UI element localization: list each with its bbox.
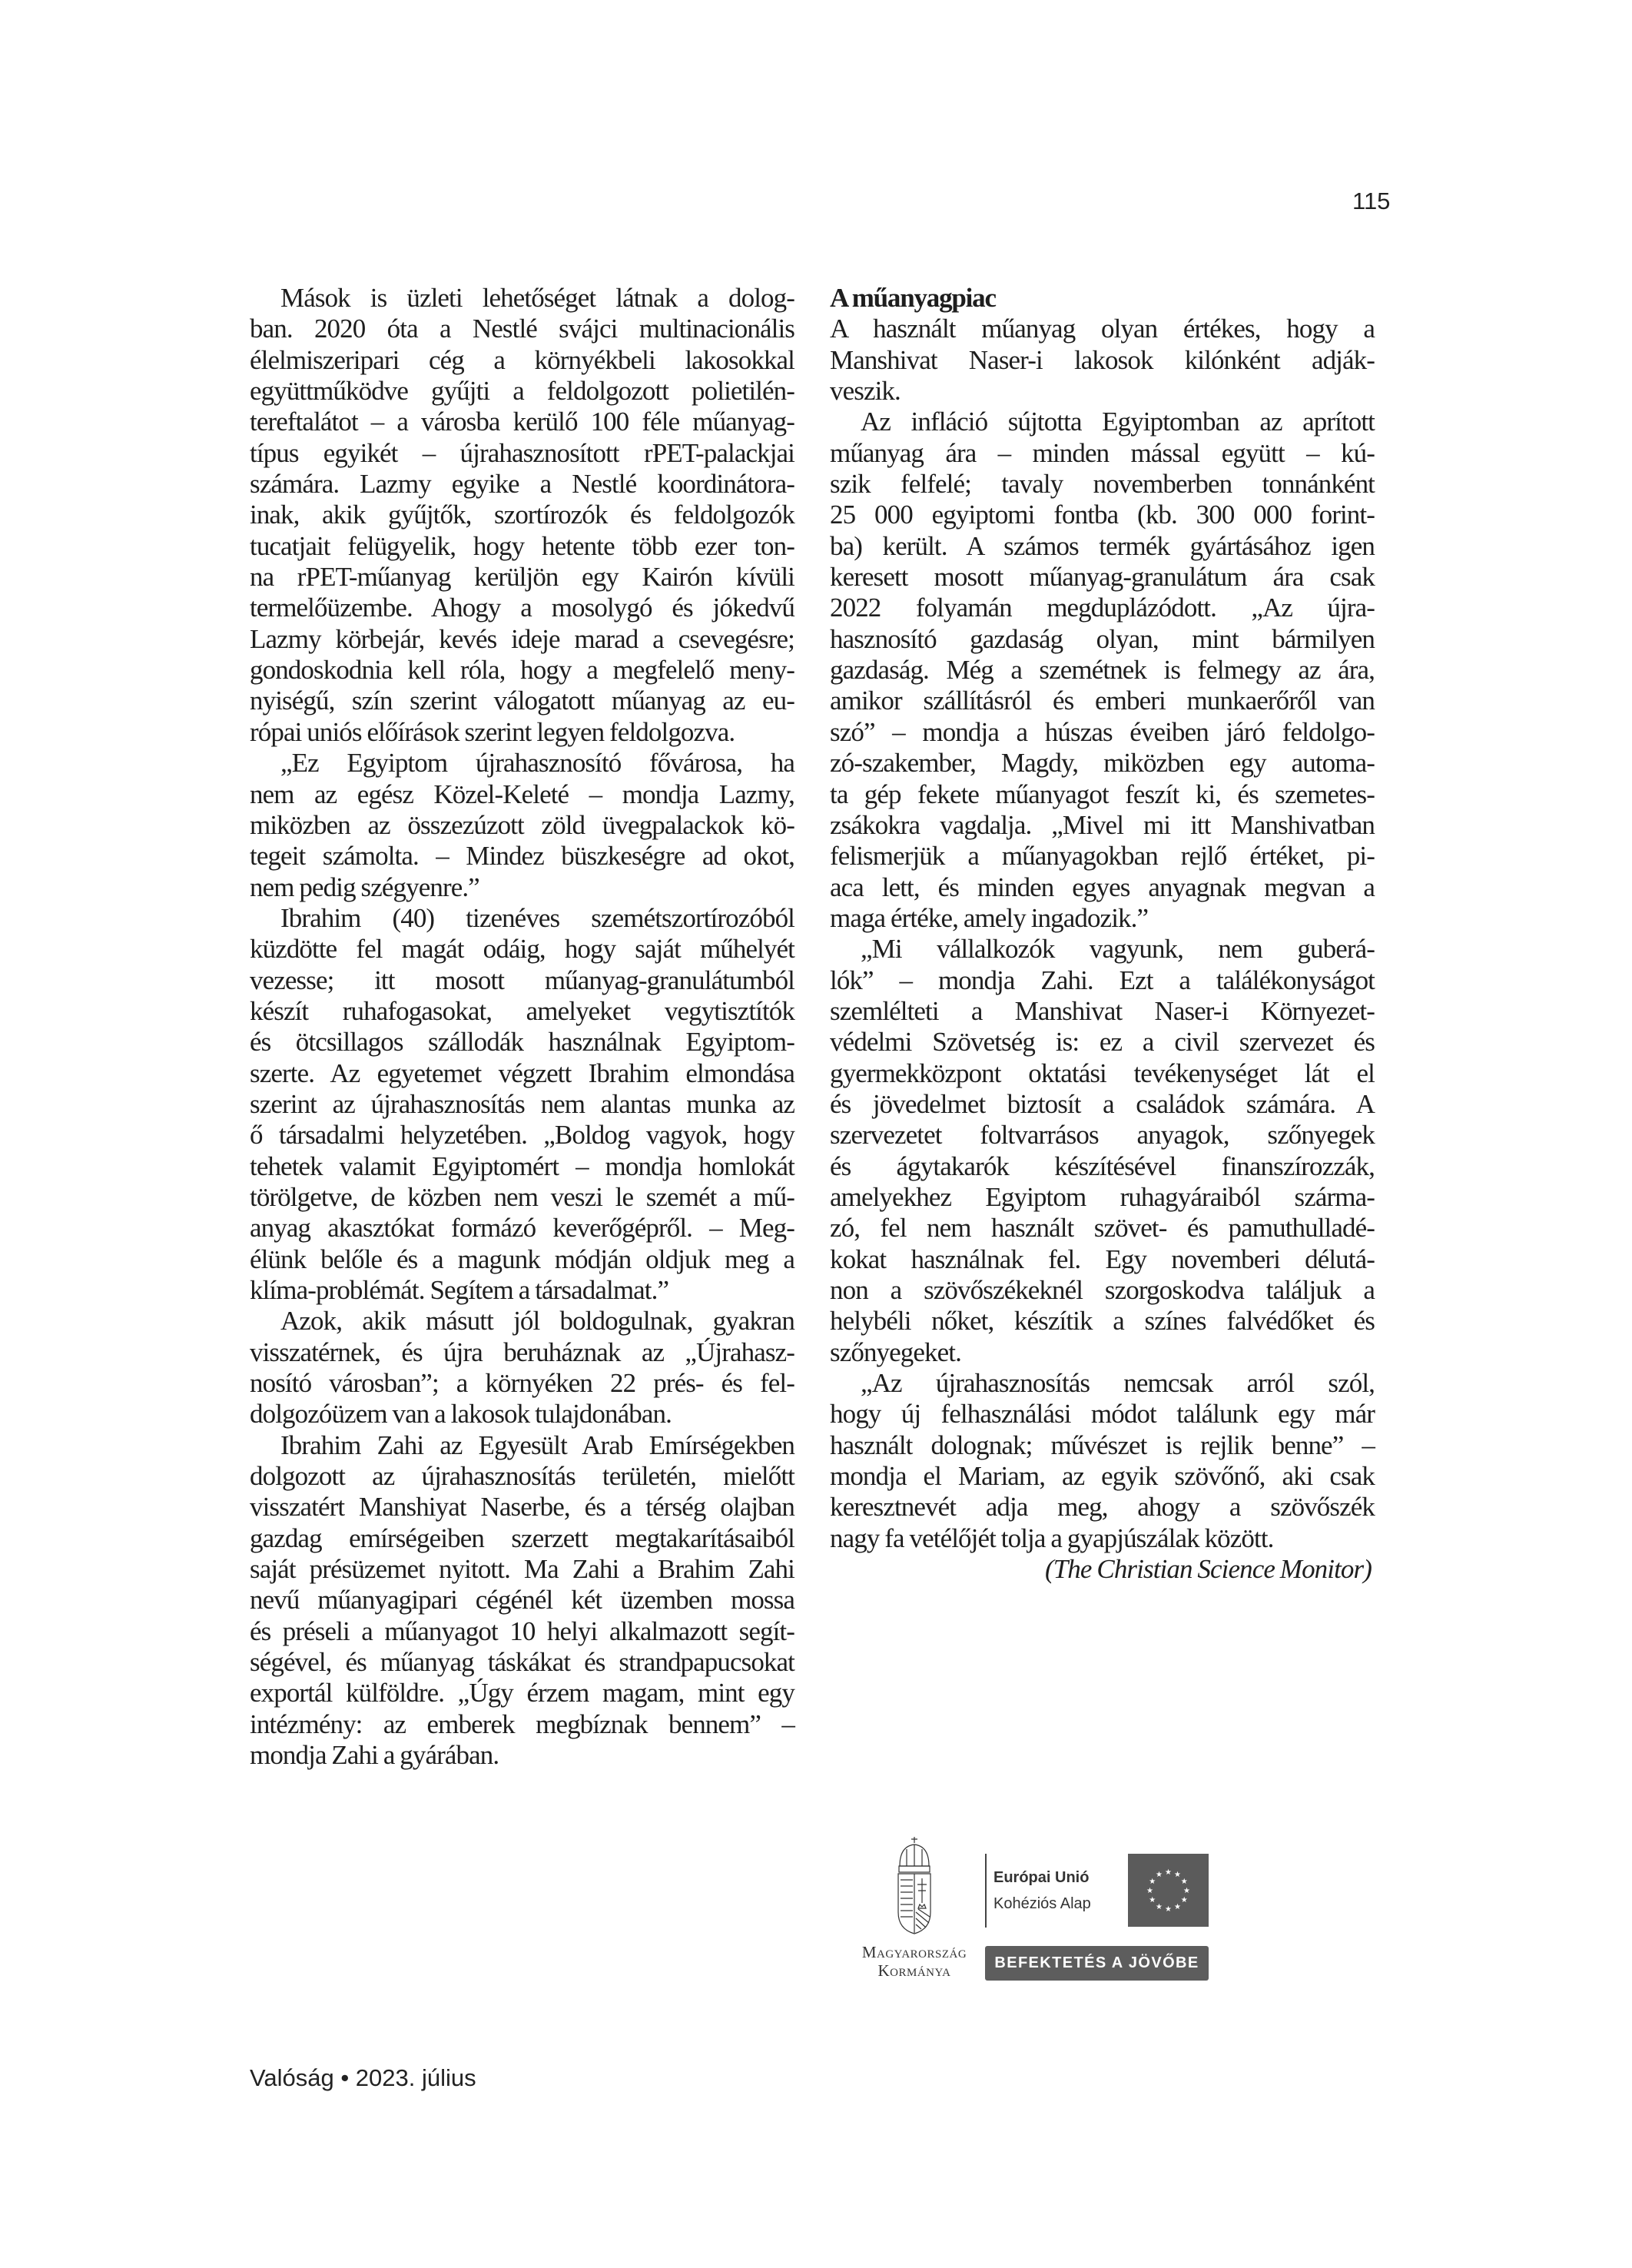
text-line: élünk belőle és a magunk módján oldjuk meg a: [250, 1244, 794, 1274]
eu-star-icon: ★: [1149, 1896, 1156, 1904]
funding-logos: [845, 1829, 1229, 1991]
text-line: na rPET-műanyag kerüljön egy Kairón kívüli: [250, 562, 794, 593]
text-line: mondja el Mariam, az egyik szövőnő, aki csak: [830, 1461, 1375, 1492]
eu-star-icon: ★: [1165, 1868, 1172, 1877]
text-line: ségével, és műanyag táskákat és strandpapucsokat: [250, 1647, 794, 1678]
text-line: termelőüzembe. Ahogy a mosolygó és jókedvű: [250, 593, 794, 623]
text-line: rópai uniós előírások szerint legyen feldolgozva.: [250, 716, 735, 747]
text-line: inak, akik gyűjtők, szortírozók és feldolgozók: [250, 500, 794, 530]
eu-name: Európai Unió: [993, 1869, 1090, 1886]
text-line: klíma-problémát. Segítem a társadalmat.”: [250, 1275, 669, 1305]
text-line: zó-szakember, Magdy, miközben egy automa-: [830, 748, 1375, 779]
government-name-line2: Kormánya: [877, 1961, 951, 1980]
text-line: Azok, akik másutt jól boldogulnak, gyakran: [280, 1306, 794, 1337]
source-attribution: (The Christian Science Monitor): [1044, 1554, 1372, 1585]
text-line: tehetek valamit Egyiptomért – mondja homlokát: [250, 1151, 794, 1181]
text-line: és ötcsillagos szállodák használnak Egyiptom-: [250, 1027, 794, 1058]
eu-star-icon: ★: [1156, 1902, 1163, 1911]
text-line: Ibrahim (40) tizenéves szemétszortírozóból: [280, 902, 794, 933]
text-line: nagy fa vetélőjét tolja a gyapjúszálak között.: [830, 1523, 1274, 1553]
text-line: és jövedelmet biztosít a családok számára. A: [830, 1088, 1375, 1119]
text-line: számára. Lazmy egyike a Nestlé koordinátora-: [250, 469, 794, 500]
text-line: típus egyikét – újrahasznosított rPET-palackjai: [250, 437, 794, 468]
text-line: Ibrahim Zahi az Egyesült Arab Emírségekben: [280, 1430, 794, 1460]
text-line: saját présüzemet nyitott. Ma Zahi a Brahim Zahi: [250, 1554, 794, 1585]
eu-star-icon: ★: [1149, 1878, 1156, 1886]
text-line: tegeit számolta. – Mindez büszkeségre ad okot,: [250, 841, 794, 872]
text-line: gondoskodnia kell róla, hogy a megfelelő meny-: [250, 655, 794, 686]
text-line: gazdaság. Még a szemétnek is felmegy az ára,: [830, 655, 1375, 686]
eu-star-icon: ★: [1146, 1887, 1153, 1895]
text-line: amikor szállításról és emberi munkaerőről van: [830, 686, 1375, 716]
text-line: nem pedig szégyenre.”: [250, 872, 479, 902]
text-line: ba) került. A számos termék gyártásához igen: [830, 530, 1375, 561]
text-line: dolgozott az újrahasznosítás területén, mielőtt: [250, 1461, 794, 1492]
text-line: gazdag emírségeiben szerzett megtakarításaiból: [250, 1523, 794, 1553]
text-line: és ágytakarók készítésével finanszírozzák,: [830, 1151, 1375, 1181]
text-line: szerte. Az egyetemet végzett Ibrahim elmondása: [250, 1058, 794, 1088]
text-line: veszik.: [830, 376, 901, 407]
text-line: vezesse; itt mosott műanyag-granulátumból: [250, 965, 794, 995]
text-line: keresztnevét adja meg, ahogy a szövőszék: [830, 1492, 1375, 1523]
text-line: küzdötte fel magát odáig, hogy saját műhelyét: [250, 934, 794, 965]
hungarian-coat-of-arms-icon: [895, 1835, 934, 1935]
eu-fund-name: Kohéziós Alap: [993, 1895, 1091, 1912]
text-line: szőnyegeket.: [830, 1337, 961, 1367]
text-line: nosító városban”; a környéken 22 prés- és fel-: [250, 1368, 794, 1399]
text-line: nyiségű, szín szerint válogatott műanyag az eu-: [250, 686, 794, 716]
text-line: keresett mosott műanyag-granulátum ára csak: [830, 562, 1375, 593]
government-name-line1: Magyarország: [861, 1943, 967, 1961]
text-line: zsákokra vagdalja. „Mivel mi itt Manshivatban: [830, 809, 1375, 840]
eu-flag-icon: [1128, 1854, 1209, 1927]
text-line: aca lett, és minden egyes anyagnak megvan a: [830, 872, 1375, 902]
text-line: együttműködve gyűjti a feldolgozott polietilén-: [250, 376, 794, 407]
text-line: élelmiszeripari cég a környékbeli lakosokkal: [250, 344, 794, 375]
text-line: törölgetve, de közben nem veszi le szemét a mű-: [250, 1181, 794, 1212]
eu-star-icon: ★: [1183, 1887, 1190, 1895]
eu-star-icon: ★: [1180, 1896, 1188, 1904]
eu-star-icon: ★: [1180, 1878, 1188, 1886]
text-line: visszatérnek, és újra beruháznak az „Újrahasz-: [250, 1337, 794, 1367]
text-line: lók” – mondja Zahi. Ezt a találékonyságot: [830, 965, 1375, 995]
text-line: 25 000 egyiptomi fontba (kb. 300 000 forint-: [830, 500, 1375, 530]
text-line: „Az újrahasznosítás nemcsak arról szól,: [861, 1368, 1375, 1399]
text-line: gyermekközpont oktatási tevékenységet lát el: [830, 1058, 1375, 1088]
text-line: Az infláció sújtotta Egyiptomban az aprított: [861, 407, 1375, 437]
text-line: készít ruhafogasokat, amelyeket vegytisztítók: [250, 995, 794, 1026]
text-line: Manshivat Naser-i lakosok kilónként adják-: [830, 344, 1375, 375]
text-line: hasznosító gazdaság olyan, mint bármilyen: [830, 623, 1375, 654]
text-line: szik felfelé; tavaly novemberben tonnánként: [830, 469, 1375, 500]
text-line: nevű műanyagipari cégénél két üzemben mossa: [250, 1585, 794, 1615]
text-line: anyag akasztókat formázó keverőgépről. – Meg-: [250, 1213, 794, 1244]
text-line: hogy új felhasználási módot találunk egy már: [830, 1399, 1375, 1430]
eu-star-icon: ★: [1174, 1871, 1181, 1880]
text-line: ta gép fekete műanyagot feszít ki, és szemetes-: [830, 779, 1375, 809]
section-heading: A műanyagpiac: [830, 283, 996, 313]
text-line: használt dolognak; művészet is rejlik benne” –: [830, 1430, 1375, 1460]
text-line: A használt műanyag olyan értékes, hogy a: [830, 314, 1375, 344]
text-line: dolgozóüzem van a lakosok tulajdonában.: [250, 1399, 672, 1430]
text-line: 2022 folyamán megduplázódott. „Az újra-: [830, 593, 1375, 623]
text-line: ban. 2020 óta a Nestlé svájci multinacionális: [250, 314, 794, 344]
text-line: intézmény: az emberek megbíznak bennem” –: [250, 1708, 794, 1739]
right-column: [830, 283, 1375, 1585]
text-line: miközben az összezúzott zöld üvegpalackok kö-: [250, 809, 794, 840]
text-line: felismerjük a műanyagokban rejlő értéket, pi-: [830, 841, 1375, 872]
text-line: és préseli a műanyagot 10 helyi alkalmazott segít-: [250, 1615, 794, 1646]
text-line: non a szövőszékeknél szorgoskodva találjuk a: [830, 1275, 1375, 1305]
text-line: nem az egész Közel-Keleté – mondja Lazmy,: [250, 779, 794, 809]
text-line: szó” – mondja a húszas éveiben járó feldolgo-: [830, 716, 1375, 747]
text-line: tucatjait felügyelik, hogy hetente több ezer ton-: [250, 530, 794, 561]
logo-divider: [985, 1854, 987, 1928]
text-line: szerint az újrahasznosítás nem alantas munka az: [250, 1088, 794, 1119]
footer-journal-issue: Valóság • 2023. július: [250, 2064, 476, 2091]
eu-star-icon: ★: [1165, 1905, 1172, 1914]
text-line: védelmi Szövetség is: ez a civil szervezet és: [830, 1027, 1375, 1058]
text-line: „Ez Egyiptom újrahasznosító fővárosa, ha: [280, 748, 794, 779]
text-line: kokat használnak fel. Egy novemberi délutá-: [830, 1244, 1375, 1274]
text-line: helybéli nőket, készítik a színes falvédőket és: [830, 1306, 1375, 1337]
text-line: Mások is üzleti lehetőséget látnak a dolog-: [280, 283, 794, 313]
text-line: szervezetet foltvarrásos anyagok, szőnyegek: [830, 1120, 1375, 1151]
eu-star-icon: ★: [1156, 1871, 1163, 1880]
eu-star-icon: ★: [1174, 1902, 1181, 1911]
text-line: maga értéke, amely ingadozik.”: [830, 902, 1149, 933]
text-line: exportál külföldre. „Úgy érzem magam, mint egy: [250, 1678, 794, 1708]
page-number: 115: [1352, 188, 1391, 214]
investment-banner: BEFEKTETÉS A JÖVŐBE: [985, 1946, 1209, 1981]
text-line: zó, fel nem használt szövet- és pamuthulladé-: [830, 1213, 1375, 1244]
text-line: Lazmy körbejár, kevés ideje marad a csevegésre;: [250, 623, 794, 654]
text-line: visszatért Manshiyat Naserbe, és a térség olajban: [250, 1492, 794, 1523]
text-line: szemlélteti a Manshivat Naser-i Környezet-: [830, 995, 1375, 1026]
text-line: ő társadalmi helyzetében. „Boldog vagyok, hogy: [250, 1120, 794, 1151]
text-line: amelyekhez Egyiptom ruhagyáraiból szárma-: [830, 1181, 1375, 1212]
text-line: műanyag ára – minden mással együtt – kú-: [830, 437, 1375, 468]
left-column: [250, 283, 794, 1772]
text-line: tereftalátot – a városba kerülő 100 féle műanyag-: [250, 407, 794, 437]
text-line: mondja Zahi a gyárában.: [250, 1740, 499, 1771]
government-name: [845, 1943, 984, 1980]
text-line: „Mi vállalkozók vagyunk, nem guberá-: [861, 934, 1375, 965]
